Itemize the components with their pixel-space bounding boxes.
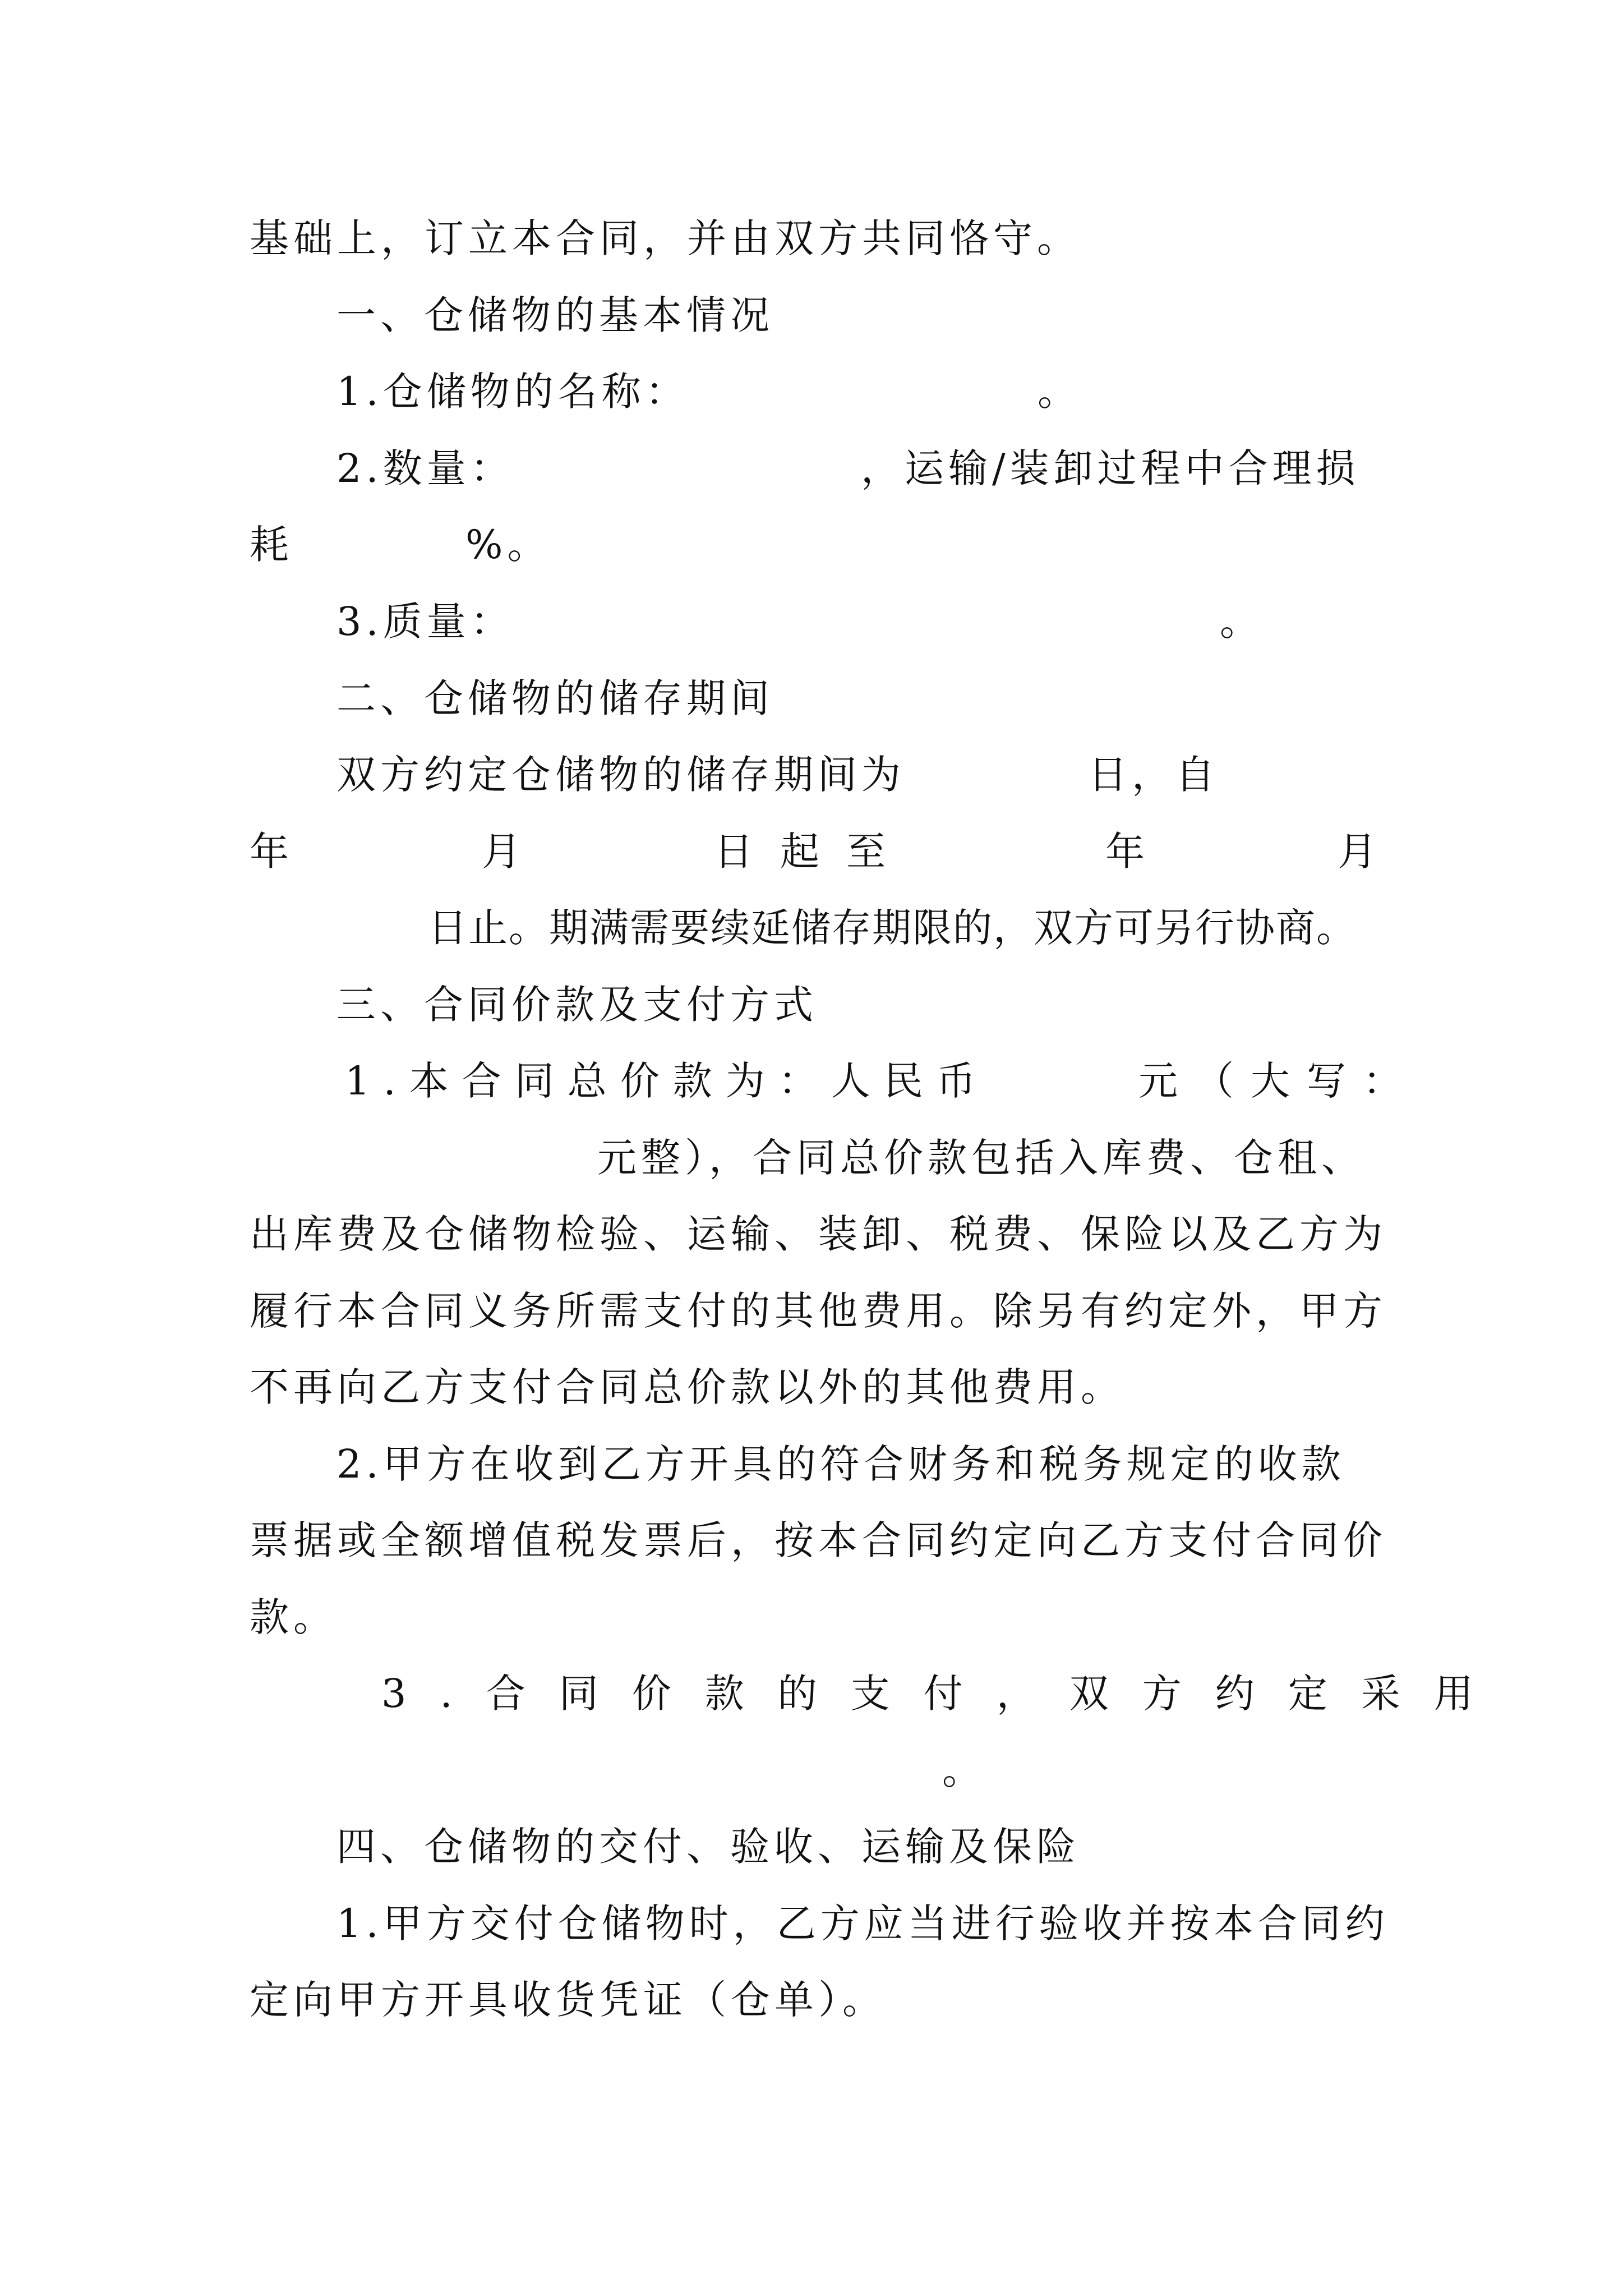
storage-period-line <box>336 747 1377 803</box>
punctuation: 。 <box>942 1747 986 1793</box>
field-label: 1.仓储物的名称： <box>336 369 689 415</box>
paragraph-text: ，运输/装卸过程中合理损 <box>861 445 1360 491</box>
paragraph-text: 3.合同价款的支付，双方约定采用 <box>381 1671 1507 1717</box>
date-unit: 日起至 <box>714 829 912 875</box>
price-detail-line <box>250 1130 1377 1186</box>
paragraph-line: 基础上，订立本合同，并由双方共同恪守。 <box>250 215 1081 261</box>
punctuation: 。 <box>1220 599 1264 645</box>
field-label: 3.质量： <box>336 599 514 645</box>
storage-item-name-line <box>336 364 1377 420</box>
date-unit: 年 <box>250 829 289 875</box>
renewal-line <box>250 900 1377 956</box>
date-unit: 年 <box>1105 829 1145 875</box>
paragraph-text: 元（大写： <box>1138 1058 1419 1104</box>
paragraph-text: 1.本合同总价款为：人民币 <box>345 1058 989 1104</box>
field-label: 2.数量： <box>336 445 514 491</box>
paragraph-text: 耗 <box>250 522 293 568</box>
paragraph-text: 日止。期满需要续延储存期限的，双方可另行协商。 <box>428 905 1357 951</box>
section-heading: 三、合同价款及支付方式 <box>336 982 818 1028</box>
quality-line <box>336 593 1377 650</box>
paragraph-line: 1.甲方交付仓储物时，乙方应当进行验收并按本合同约 <box>336 1901 1389 1947</box>
date-unit: 月 <box>1338 829 1377 875</box>
paragraph-line: 款。 <box>250 1594 337 1640</box>
date-unit: 月 <box>482 829 521 875</box>
paragraph-text: 双方约定仓储物的储存期间为 <box>336 752 905 798</box>
section-heading: 一、仓储物的基本情况 <box>336 292 774 338</box>
section-heading: 四、仓储物的交付、验收、运输及保险 <box>336 1824 1080 1870</box>
quantity-line <box>336 440 1377 496</box>
paragraph-text: 日，自 <box>1088 752 1219 798</box>
paragraph-text: %。 <box>465 522 551 568</box>
date-range-line <box>250 823 1377 880</box>
payment-method-blank-line <box>250 1742 1377 1798</box>
paragraph-line: 不再向乙方支付合同总价款以外的其他费用。 <box>250 1364 1124 1410</box>
paragraph-text: 元整），合同总价款包括入库费、仓租、 <box>597 1135 1365 1181</box>
paragraph-line: 2.甲方在收到乙方开具的符合财务和税务规定的收款 <box>336 1441 1345 1487</box>
paragraph-line: 定向甲方开具收货凭证（仓单）。 <box>250 1977 886 2023</box>
loss-rate-line <box>250 517 1377 573</box>
paragraph-line: 票据或全额增值税发票后，按本合同约定向乙方支付合同价 <box>250 1517 1387 1563</box>
paragraph-line: 履行本合同义务所需支付的其他费用。除另有约定外，甲方 <box>250 1288 1387 1334</box>
section-heading: 二、仓储物的储存期间 <box>336 675 774 721</box>
punctuation: 。 <box>1038 369 1081 415</box>
payment-method-line <box>250 1665 1507 1722</box>
paragraph-line: 出库费及仓储物检验、运输、装卸、税费、保险以及乙方为 <box>250 1211 1387 1257</box>
total-price-line <box>250 1053 1419 1109</box>
